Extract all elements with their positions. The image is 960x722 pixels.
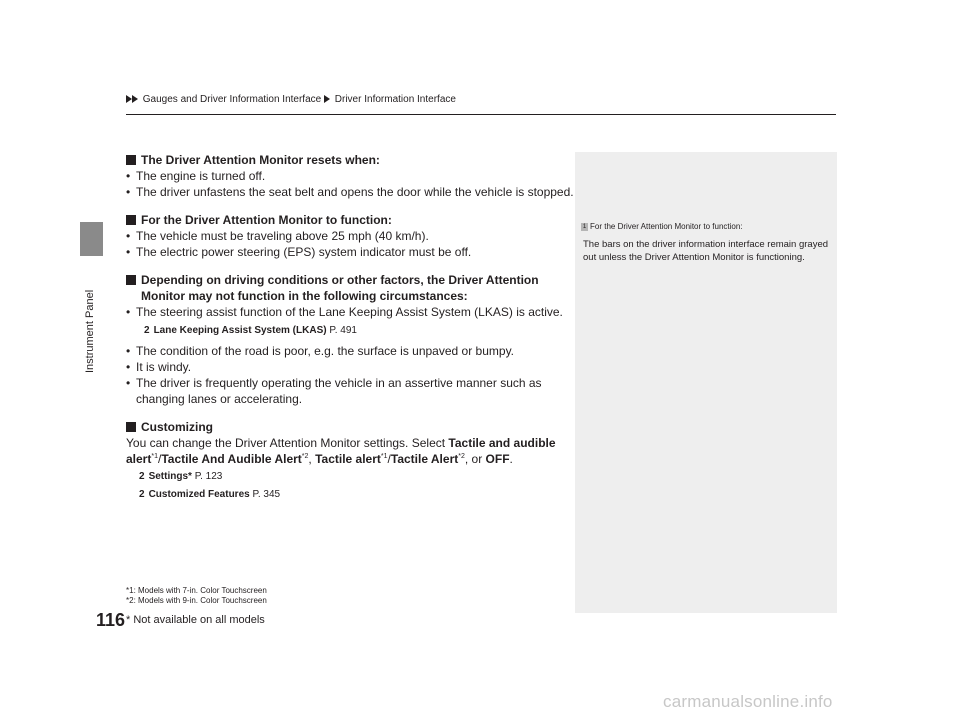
cross-reference[interactable]: 2 Settings* P. 123 xyxy=(139,471,223,482)
section-heading: Depending on driving conditions or other factors, the Driver Attention Monitor may not function in the following circumstances: xyxy=(126,272,576,304)
breadcrumb-link-gauges[interactable]: Gauges and Driver Information Interface xyxy=(142,94,322,105)
section-heading: Customizing xyxy=(126,419,576,435)
note-heading: 1 For the Driver Attention Monitor to function: xyxy=(582,222,743,231)
section-heading: The Driver Attention Monitor resets when: xyxy=(126,152,576,168)
header-rule xyxy=(126,114,836,115)
square-bullet-icon xyxy=(126,215,136,225)
list-item: • The steering assist function of the Lane Keeping Assist System (LKAS) is active. xyxy=(126,305,563,319)
cross-reference[interactable]: 2 Customized Features P. 345 xyxy=(139,489,281,500)
list-item: • The condition of the road is poor, e.g. the surface is unpaved or bumpy. xyxy=(126,344,515,358)
list-item: • The vehicle must be traveling above 25 mph (40 km/h). xyxy=(126,229,429,243)
list-item: • The engine is turned off. xyxy=(126,169,266,183)
paragraph: You can change the Driver Attention Monitor settings. Select Tactile and audible alert$^{*1}$/Tactile And Audible Alert$^{*2}$, Tactile alert$^{*1}$/Tactile Alert$^{*2}$, or OFF. xyxy=(126,436,556,466)
arrow-icon xyxy=(324,95,330,103)
chapter-label: Instrument Panel xyxy=(84,289,96,373)
reference-arrow-icon: 2 xyxy=(139,471,145,482)
arrow-icon xyxy=(132,95,138,103)
breadcrumb xyxy=(126,94,456,105)
watermark: carmanualsonline.info xyxy=(663,692,833,711)
list-item: • It is windy. xyxy=(126,360,192,374)
reference-arrow-icon: 2 xyxy=(139,489,145,500)
square-bullet-icon xyxy=(126,155,136,165)
footnotes: *1: Models with 7-in. Color Touchscreen *2: Models with 9-in. Color Touchscreen xyxy=(126,586,267,605)
availability-note: * Not available on all models xyxy=(126,614,265,626)
section-heading: For the Driver Attention Monitor to function: xyxy=(126,212,576,228)
breadcrumb-link-dii[interactable]: Driver Information Interface xyxy=(334,94,456,105)
note-body: The bars on the driver information interface remain grayed out unless the Driver Attention Monitor is functioning. xyxy=(583,239,829,263)
page-number: 116 xyxy=(96,610,126,630)
square-bullet-icon xyxy=(126,422,136,432)
list-item: • The driver unfastens the seat belt and opens the door while the vehicle is stopped. xyxy=(126,185,574,199)
reference-arrow-icon: 2 xyxy=(144,325,150,336)
chapter-tab xyxy=(80,222,103,256)
cross-reference[interactable]: 2 Lane Keeping Assist System (LKAS) P. 491 xyxy=(144,325,357,336)
note-number-icon: 1 xyxy=(582,224,587,230)
main-content xyxy=(126,152,576,505)
list-item: • The driver is frequently operating the vehicle in an assertive manner such as changing lanes or accelerating. xyxy=(126,376,542,406)
list-item: • The electric power steering (EPS) system indicator must be off. xyxy=(126,245,472,259)
square-bullet-icon xyxy=(126,275,136,285)
